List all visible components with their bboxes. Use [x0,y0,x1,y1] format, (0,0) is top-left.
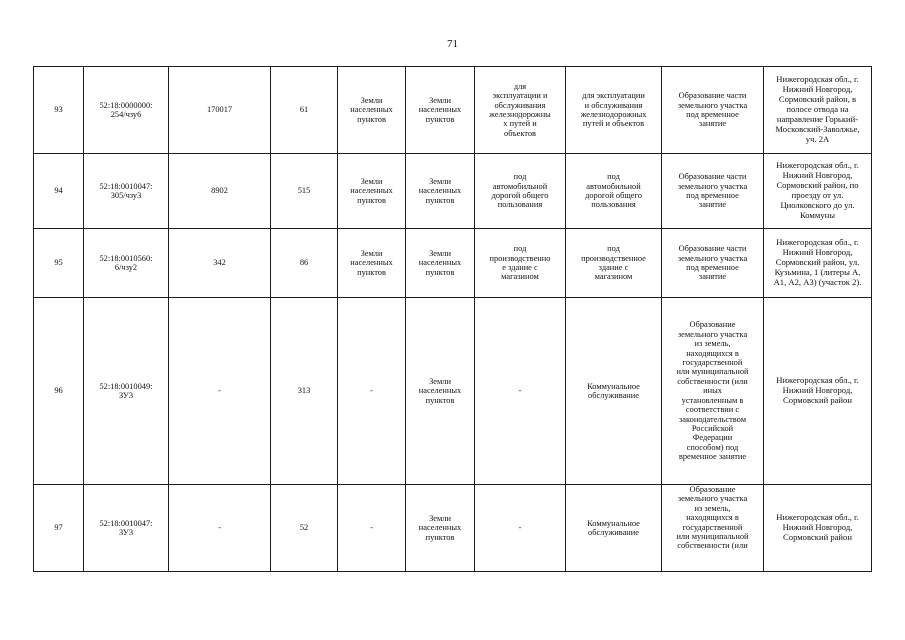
cadastral-number-cell: 52:18:0000000: 254/чзу6 [84,67,169,154]
table-row [34,485,872,572]
cadastral-number-cell: 52:18:0010047: 305/чзу3 [84,154,169,229]
table-row [34,298,872,485]
address-cell: Нижегородская обл., г. Нижний Новгород, Сормовский район, по проезду от ул. Циолковского до ул. Коммуны [764,154,872,229]
land-category-new-cell: Земли населенных пунктов [406,229,475,298]
part-area-cell: 313 [271,298,338,485]
page-number: 71 [447,38,458,50]
purpose-cell: Образование части земельного участка под временное занятие [662,229,764,298]
total-area-cell: 342 [169,229,271,298]
part-area-cell: 86 [271,229,338,298]
permitted-use-new-cell: Коммунальное обслуживание [566,298,662,485]
address-cell: Нижегородская обл., г. Нижний Новгород, Сормовский район, ул. Кузьмина, 1 (литеры А, А1, А2, А3) (участок 2). [764,229,872,298]
table-row [34,67,872,154]
table-row [34,154,872,229]
total-area-cell: 170017 [169,67,271,154]
permitted-use-new-cell: для эксплуатации и обслуживания железнодорожных путей и объектов [566,67,662,154]
cadastral-number-cell: 52:18:0010047: ЗУ3 [84,485,169,572]
row-number-cell: 96 [34,298,84,485]
address-cell: Нижегородская обл., г. Нижний Новгород, Сормовский район [764,485,872,572]
land-category-cell: - [338,298,406,485]
permitted-use-new-cell: Коммунальное обслуживание [566,485,662,572]
land-category-cell: Земли населенных пунктов [338,67,406,154]
permitted-use-cell: под производственно е здание с магазином [475,229,566,298]
part-area-cell: 515 [271,154,338,229]
purpose-cell: Образование части земельного участка под временное занятие [662,67,764,154]
total-area-cell: 8902 [169,154,271,229]
part-area-cell: 52 [271,485,338,572]
land-category-cell: - [338,485,406,572]
row-number-cell: 97 [34,485,84,572]
permitted-use-cell: - [475,298,566,485]
part-area-cell: 61 [271,67,338,154]
row-number-cell: 94 [34,154,84,229]
land-plots-table [33,66,872,572]
land-category-cell: Земли населенных пунктов [338,154,406,229]
row-number-cell: 95 [34,229,84,298]
cadastral-number-cell: 52:18:0010560: 6/чзу2 [84,229,169,298]
address-cell: Нижегородская обл., г. Нижний Новгород, Сормовский район [764,298,872,485]
land-category-new-cell: Земли населенных пунктов [406,298,475,485]
land-category-cell: Земли населенных пунктов [338,229,406,298]
address-cell: Нижегородская обл., г. Нижний Новгород, Сормовский район, в полосе отвода на направление Горький- Московский-Заволжье, уч. 2А [764,67,872,154]
land-category-new-cell: Земли населенных пунктов [406,154,475,229]
permitted-use-cell: под автомобильной дорогой общего пользования [475,154,566,229]
total-area-cell: - [169,298,271,485]
purpose-cell: Образование части земельного участка под временное занятие [662,154,764,229]
row-number-cell: 93 [34,67,84,154]
purpose-text: Образование земельного участка из земель, находящихся в государственной или муниципальной собственности (или [676,485,749,551]
land-category-new-cell: Земли населенных пунктов [406,67,475,154]
permitted-use-new-cell: под производственное здание с магазином [566,229,662,298]
permitted-use-cell: для эксплуатации и обслуживания железнодорожны х путей и объектов [475,67,566,154]
purpose-cell [662,485,764,572]
total-area-cell: - [169,485,271,572]
permitted-use-new-cell: под автомобильной дорогой общего пользования [566,154,662,229]
land-category-new-cell: Земли населенных пунктов [406,485,475,572]
table-row [34,229,872,298]
purpose-cell: Образование земельного участка из земель, находящихся в государственной или муниципальной собственности (или иных установленным в соответствии с законодательством Российской Федерации способом) под временное занятие [662,298,764,485]
cadastral-number-cell: 52:18:0010049: ЗУ3 [84,298,169,485]
permitted-use-cell: - [475,485,566,572]
